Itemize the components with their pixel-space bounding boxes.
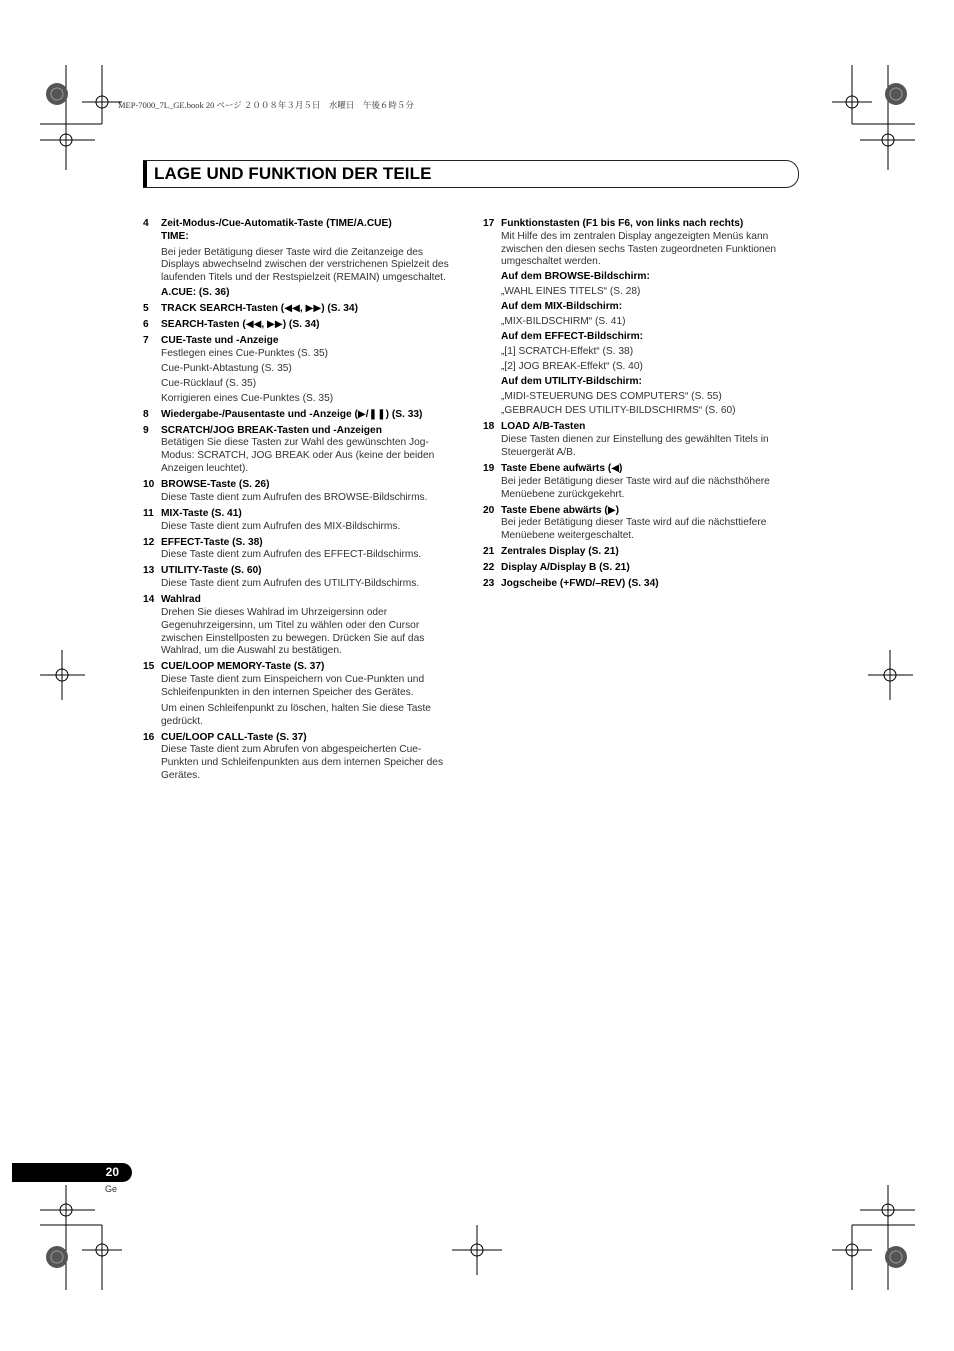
item-number: 21 <box>483 546 495 558</box>
list-item <box>143 508 455 534</box>
right-column <box>483 218 801 594</box>
item-description: Diese Tasten dienen zur Einstellung des gewählten Titels in Steuergerät A/B. <box>501 434 769 459</box>
list-item <box>143 319 455 332</box>
item-description: Betätigen Sie diese Tasten zur Wahl des gewünschten Jog-Modus: SCRATCH, JOG BREAK oder Aus (keine der beiden Anzeigen leuchtet). <box>161 437 435 475</box>
item-number: 23 <box>483 578 495 590</box>
item-heading: Display A/Display B (S. 21) <box>501 562 630 574</box>
item-line: „[2] JOG BREAK-Effekt“ (S. 40) <box>501 360 643 372</box>
item-heading: Taste Ebene aufwärts (◀) <box>501 463 623 475</box>
section-title-bar <box>143 160 799 188</box>
section-title: LAGE UND FUNKTION DER TEILE <box>154 164 432 183</box>
item-number: 9 <box>143 424 149 436</box>
item-number: 7 <box>143 334 149 346</box>
item-line: „GEBRAUCH DES UTILITY-BILDSCHIRMS“ (S. 60) <box>501 405 736 417</box>
page-number: 20 <box>105 1165 119 1179</box>
list-item <box>143 537 455 563</box>
list-item <box>483 578 801 591</box>
item-line: „WAHL EINES TITELS“ (S. 28) <box>501 286 641 298</box>
item-heading: MIX-Taste (S. 41) <box>161 507 242 519</box>
item-number: 15 <box>143 661 155 673</box>
item-heading: Wahlrad <box>161 594 201 606</box>
list-item <box>483 218 801 418</box>
list-item <box>483 463 801 501</box>
item-description: Drehen Sie dieses Wahlrad im Uhrzeigersinn oder Gegenuhrzeigersinn, um Titel zu wählen oder den Cursor zwischen Einstellposten zu bewegen. Drücken Sie auf das Wahlrad, um die Auswahl zu bestätigen. <box>161 606 425 657</box>
list-item <box>143 303 455 316</box>
item-description: Diese Taste dient zum Aufrufen des BROWSE-Bildschirms. <box>161 491 428 503</box>
item-number: 18 <box>483 421 495 433</box>
item-description: Diese Taste dient zum Aufrufen des UTILITY-Bildschirms. <box>161 578 420 590</box>
item-heading: Zeit-Modus-/Cue-Automatik-Taste (TIME/A.CUE) <box>161 218 392 229</box>
item-description: Um einen Schleifenpunkt zu löschen, halten Sie diese Taste gedrückt. <box>161 702 431 727</box>
item-heading: TRACK SEARCH-Tasten (◀◀, ▶▶) (S. 34) <box>161 302 358 314</box>
list-item <box>143 661 455 728</box>
item-heading: SCRATCH/JOG BREAK-Tasten und -Anzeigen <box>161 424 382 436</box>
item-subheading: A.CUE: (S. 36) <box>161 286 230 298</box>
item-subheading: Auf dem EFFECT-Bildschirm: <box>501 330 644 342</box>
list-item <box>143 425 455 476</box>
item-description: Bei jeder Betätigung dieser Taste wird auf die nächsttiefere Menüebene weitergeschaltet. <box>501 517 767 542</box>
item-line: Festlegen eines Cue-Punktes (S. 35) <box>161 347 329 359</box>
item-line: „[1] SCRATCH-Effekt“ (S. 38) <box>501 345 634 357</box>
item-description: Bei jeder Betätigung dieser Taste wird auf die nächsthöhere Menüebene zurückgekehrt. <box>501 475 770 500</box>
item-description: Diese Taste dient zum Abrufen von abgespeicherten Cue-Punkten und Schleifenpunkten aus dem internen Speicher des Gerätes. <box>161 744 444 781</box>
page-number-tab <box>12 1163 132 1182</box>
item-heading: Jogscheibe (+FWD/–REV) (S. 34) <box>501 578 659 590</box>
item-heading: CUE/LOOP MEMORY-Taste (S. 37) <box>161 661 325 673</box>
list-item <box>483 505 801 543</box>
item-number: 4 <box>143 218 149 229</box>
item-number: 11 <box>143 507 154 519</box>
item-number: 13 <box>143 565 155 577</box>
item-heading: UTILITY-Taste (S. 60) <box>161 565 262 577</box>
item-description: Bei jeder Betätigung dieser Taste wird die Zeitanzeige des Displays abwechselnd zwischen der verstrichenen Spielzeit des laufenden Titels und der Restspielzeit (REMAIN) umgeschaltet. <box>161 246 449 284</box>
item-subheading: Auf dem UTILITY-Bildschirm: <box>501 375 642 387</box>
item-heading: LOAD A/B-Tasten <box>501 421 586 433</box>
item-description: Diese Taste dient zum Aufrufen des EFFECT-Bildschirms. <box>161 549 422 561</box>
item-line: „MIX-BILDSCHIRM“ (S. 41) <box>501 315 626 327</box>
item-heading: BROWSE-Taste (S. 26) <box>161 479 270 491</box>
item-description: Diese Taste dient zum Einspeichern von Cue-Punkten und Schleifenpunkten in den internen Speicher des Gerätes. <box>161 674 425 698</box>
item-number: 20 <box>483 504 495 516</box>
item-heading: SEARCH-Tasten (◀◀, ▶▶) (S. 34) <box>161 318 320 330</box>
item-subheading: TIME: <box>161 230 189 242</box>
list-item <box>483 546 801 559</box>
item-heading: Funktionstasten (F1 bis F6, von links nach rechts) <box>501 218 744 229</box>
item-line: Korrigieren eines Cue-Punktes (S. 35) <box>161 392 334 404</box>
item-line: Cue-Rücklauf (S. 35) <box>161 377 257 389</box>
item-subheading: Auf dem BROWSE-Bildschirm: <box>501 271 650 283</box>
item-number: 8 <box>143 408 149 420</box>
item-heading: Zentrales Display (S. 21) <box>501 546 619 558</box>
item-heading: EFFECT-Taste (S. 38) <box>161 536 263 548</box>
list-item <box>483 421 801 459</box>
item-line: Cue-Punkt-Abtastung (S. 35) <box>161 362 292 374</box>
list-item <box>143 479 455 505</box>
list-item <box>143 732 455 783</box>
item-heading: CUE/LOOP CALL-Taste (S. 37) <box>161 731 307 743</box>
item-description: Diese Taste dient zum Aufrufen des MIX-Bildschirms. <box>161 520 401 532</box>
item-number: 19 <box>483 463 495 475</box>
item-number: 17 <box>483 218 495 229</box>
item-line: „MIDI-STEUERUNG DES COMPUTERS“ (S. 55) <box>501 390 722 402</box>
list-item <box>143 594 455 658</box>
item-number: 5 <box>143 302 149 314</box>
list-item <box>143 218 455 300</box>
list-item <box>483 562 801 575</box>
item-number: 22 <box>483 562 495 574</box>
list-item <box>143 409 455 422</box>
item-heading: Taste Ebene abwärts (▶) <box>501 504 620 516</box>
language-code: Ge <box>105 1184 118 1194</box>
item-description: Mit Hilfe des im zentralen Display angezeigten Menüs kann zwischen den diesen sechs Tasten zugeordneten Funktionen umgeschaltet werden. <box>501 230 777 268</box>
print-header-note: MEP-7000_7L_GE.book 20 ページ ２００８年３月５日 水曜日 午後６時５分 <box>118 100 414 110</box>
item-number: 10 <box>143 479 155 491</box>
item-subheading: Auf dem MIX-Bildschirm: <box>501 300 623 312</box>
item-number: 16 <box>143 731 155 743</box>
left-column <box>143 218 455 786</box>
item-heading: Wiedergabe-/Pausentaste und -Anzeige (▶/❚❚) (S. 33) <box>161 408 423 420</box>
list-item <box>143 335 455 406</box>
item-number: 14 <box>143 594 155 606</box>
item-heading: CUE-Taste und -Anzeige <box>161 334 279 346</box>
item-number: 6 <box>143 318 149 330</box>
list-item <box>143 565 455 591</box>
item-number: 12 <box>143 536 155 548</box>
